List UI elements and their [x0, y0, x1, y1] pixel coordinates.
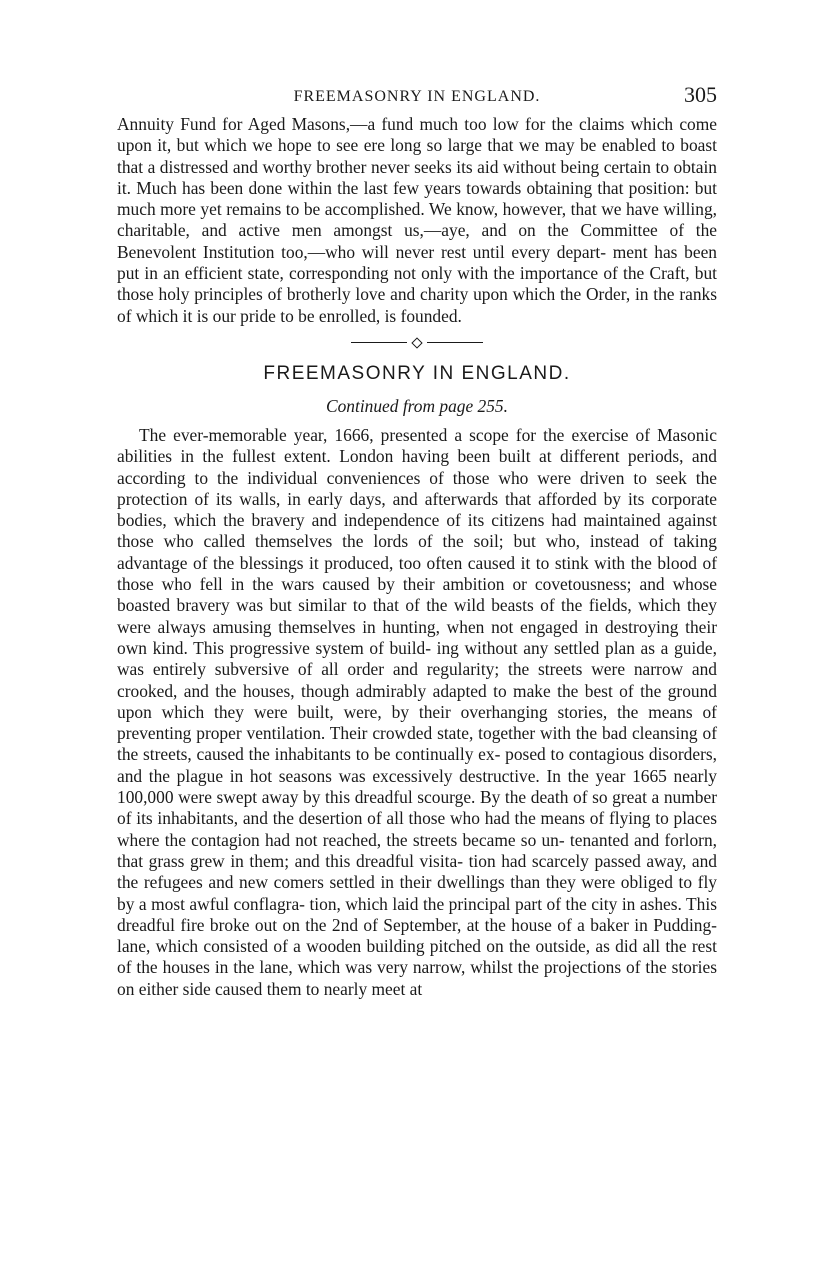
- text-line: who were driven to seek the protection of its walls, in early days, and: [117, 467, 717, 509]
- text-line: inhabitants, and the desertion of all those who had the means of flying to: [157, 808, 669, 829]
- text-line: Annuity Fund for Aged Masons,—a fund much too low for the claims: [117, 114, 625, 134]
- ornament-rule-left: [351, 342, 407, 343]
- continued-note: Continued from page 255.: [326, 395, 508, 416]
- text-line: The ever-memorable year, 1666, presented a scope for the exercise of: [139, 424, 650, 445]
- text-line: bad cleansing of the streets, caused the inhabitants to be continually ex-: [117, 723, 717, 765]
- text-line: importance of the Craft, but those holy principles of brotherly love and: [117, 263, 717, 305]
- text-line: the blessings it produced, too often caused it to stink with the blood of: [213, 552, 717, 573]
- text-line: charitable, and active men amongst us,—aye, and on the Committee of: [117, 220, 684, 241]
- text-line: Masonic abilities in the fullest extent. London having been built at: [117, 424, 717, 467]
- text-line: houses, though admirably adapted to make the best of the ground upon: [117, 680, 717, 722]
- text-line: the last few years towards obtaining that position: but much more yet: [117, 177, 717, 220]
- text-line: Pudding-lane, which consisted of a wooden building pitched on the outside,: [117, 914, 717, 957]
- text-line: places where the contagion had not reached, the streets became so un-: [117, 808, 717, 850]
- book-page: [117, 80, 717, 1000]
- text-line: the Benevolent Institution too,—who will never rest until every depart-: [117, 220, 717, 262]
- text-line: ment has been put in an efficient state, corresponding not only with the: [117, 241, 717, 284]
- text-line: afterwards that afforded by its corporate bodies, which the bravery and: [117, 488, 717, 531]
- section-ornament: [117, 329, 717, 357]
- running-head: [117, 80, 717, 114]
- running-head-title: FREEMASONRY IN ENGLAND.: [293, 88, 541, 105]
- text-line: fire broke out on the 2nd of September, at the house of a baker in: [180, 914, 648, 935]
- text-line: themselves the lords of the soil; but who, instead of taking advantage of: [117, 531, 718, 573]
- ornament-rule-right: [427, 342, 483, 343]
- intro-paragraph: [117, 114, 717, 327]
- text-line: posed to contagious disorders, and the plague in hot seasons was: [117, 744, 717, 786]
- text-line: tenanted and forlorn, that grass grew in them; and this dreadful visita-: [117, 829, 718, 871]
- text-line: engaged in destroying their own kind. This progressive system of build-: [117, 616, 717, 658]
- text-line: remains to be accomplished. We know, however, that we have willing,: [226, 199, 717, 220]
- text-line: order and regularity; the streets were narrow and crooked, and the: [117, 659, 717, 701]
- text-line: enrolled, is founded.: [318, 305, 462, 326]
- text-line: independence of its citizens had maintained against those who called: [117, 510, 717, 552]
- article-title: FREEMASONRY IN ENGLAND.: [263, 362, 571, 384]
- text-line: charity upon which the Order, in the ranks of which it is our pride to be: [117, 284, 717, 326]
- diamond-icon: [411, 337, 422, 348]
- page-number: 305: [684, 82, 717, 107]
- text-line: excessively destructive. In the year 1665 nearly 100,000 were swept: [117, 765, 717, 808]
- text-line: tion, which laid the principal part of the city in ashes. This dreadful: [117, 893, 717, 935]
- text-line: ing without any settled plan as a guide, was entirely subversive of all: [117, 637, 717, 680]
- text-line: those who fell in the wars caused by their ambition or covetousness; and: [117, 574, 665, 595]
- text-line: fields, which they were always amusing themselves in hunting, when not: [117, 595, 717, 637]
- text-line: away by this dreadful scourge. By the death of so great a number of its: [117, 787, 717, 829]
- text-line: its aid without being certain to obtain it. Much has been done within: [117, 156, 717, 198]
- text-line: as did all the rest of the houses in the lane, which was very narrow, whilst: [117, 936, 717, 978]
- text-line: whose boasted bravery was but similar to that of the wild beasts of the: [117, 574, 717, 616]
- text-line: different periods, and according to the individual conveniences of those: [117, 446, 717, 488]
- text-line: the projections of the stories on either side caused them to nearly meet at: [117, 957, 717, 999]
- text-line: tion had scarcely passed away, and the refugees and new comers settled: [117, 850, 718, 893]
- text-line: which come upon it, but which we hope to see ere long so large that we: [117, 114, 717, 156]
- text-line: which they were built, were, by their overhanging stories, the means of: [161, 701, 717, 722]
- body-paragraph: [117, 425, 717, 1000]
- text-line: may be enabled to boast that a distressed and worthy brother never seeks: [117, 135, 717, 177]
- text-line: preventing proper ventilation. Their crowded state, together with the: [117, 723, 598, 744]
- text-line: in their dwellings than they were obliged to fly by a most awful conflagra-: [117, 872, 717, 914]
